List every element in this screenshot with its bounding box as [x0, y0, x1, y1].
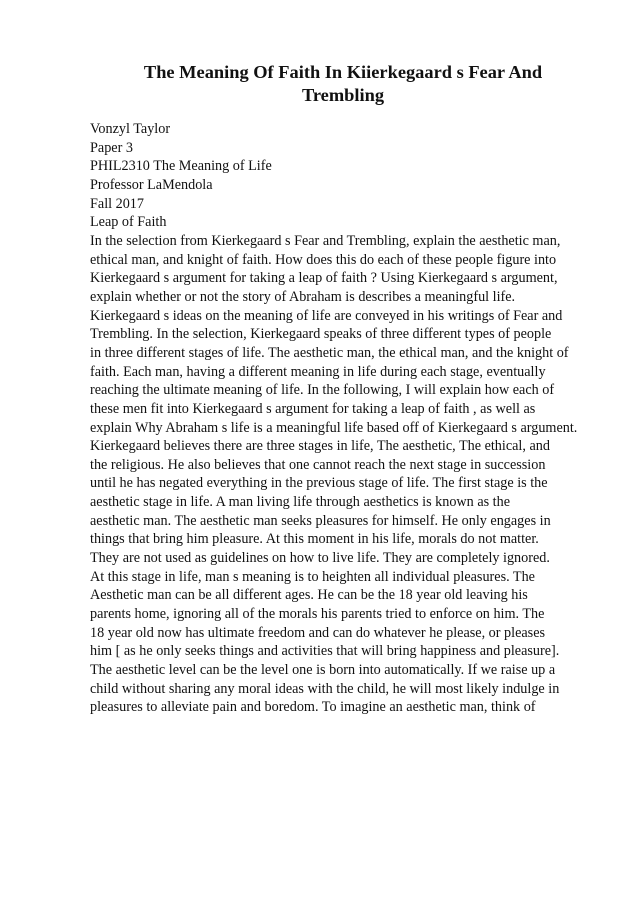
document-title — [90, 61, 596, 107]
body-line: aesthetic man. The aesthetic man seeks pleasures for himself. He only engages in — [90, 512, 551, 529]
body-line: explain Why Abraham s life is a meaningful life based off of Kierkegaard s argument. — [90, 419, 578, 436]
title-line-1: The Meaning Of Faith In Kiierkegaard s Fear And — [143, 62, 543, 82]
body-line: The aesthetic level can be the level one is born into automatically. If we raise up a — [90, 662, 556, 679]
essay-heading: Leap of Faith — [90, 214, 167, 231]
body-line: Aesthetic man can be all different ages. He can be the 18 year old leaving his — [90, 587, 528, 604]
body-line: child without sharing any moral ideas with the child, he will most likely indulge in — [90, 680, 560, 697]
body-line: faith. Each man, having a different meaning in life during each stage, eventually — [90, 363, 546, 380]
title-line-2: Trembling — [301, 85, 385, 105]
body-line: things that bring him pleasure. At this moment in his life, morals do not matter. — [90, 531, 539, 548]
paper-number: Paper 3 — [90, 139, 133, 156]
course-name: PHIL2310 The Meaning of Life — [90, 158, 272, 175]
professor-name: Professor LaMendola — [90, 176, 213, 193]
body-line: pleasures to alleviate pain and boredom. To imagine an aesthetic man, think of — [90, 699, 536, 716]
term: Fall 2017 — [90, 195, 144, 212]
body-line: Trembling. In the selection, Kierkegaard speaks of three different types of people — [90, 326, 552, 343]
author-name: Vonzyl Taylor — [90, 121, 171, 137]
body-line: At this stage in life, man s meaning is to heighten all individual pleasures. The — [90, 568, 535, 585]
body-line: him [ as he only seeks things and activities that will bring happiness and pleasure]. — [90, 643, 560, 660]
body-line: parents home, ignoring all of the morals his parents tried to enforce on him. The — [90, 606, 545, 623]
body-line: explain whether or not the story of Abraham is describes a meaningful life. — [90, 288, 516, 305]
body-line: aesthetic stage in life. A man living life through aesthetics is known as the — [90, 494, 511, 511]
body-line: ethical man, and knight of faith. How does this do each of these people figure into — [90, 251, 557, 268]
body-line: these men fit into Kierkegaard s argument for taking a leap of faith , as well as — [90, 400, 536, 417]
body-line: They are not used as guidelines on how to live life. They are completely ignored. — [90, 550, 550, 567]
body-line: 18 year old now has ultimate freedom and can do whatever he please, or pleases — [90, 624, 546, 641]
body-line: until he has negated everything in the previous stage of life. The first stage is the — [90, 475, 548, 492]
body-line: the religious. He also believes that one cannot reach the next stage in succession — [90, 456, 546, 473]
body-line: In the selection from Kierkegaard s Fear and Trembling, explain the aesthetic man, — [90, 232, 561, 249]
body-line: Kierkegaard s ideas on the meaning of life are conveyed in his writings of Fear and — [90, 307, 563, 324]
document-body — [90, 120, 610, 717]
body-line: in three different stages of life. The aesthetic man, the ethical man, and the knight of — [90, 344, 569, 361]
body-line: Kierkegaard believes there are three stages in life, The aesthetic, The ethical, and — [90, 438, 550, 455]
body-line: reaching the ultimate meaning of life. In the following, I will explain how each of — [90, 382, 555, 399]
body-line: Kierkegaard s argument for taking a leap of faith ? Using Kierkegaard s argument, — [90, 270, 558, 287]
